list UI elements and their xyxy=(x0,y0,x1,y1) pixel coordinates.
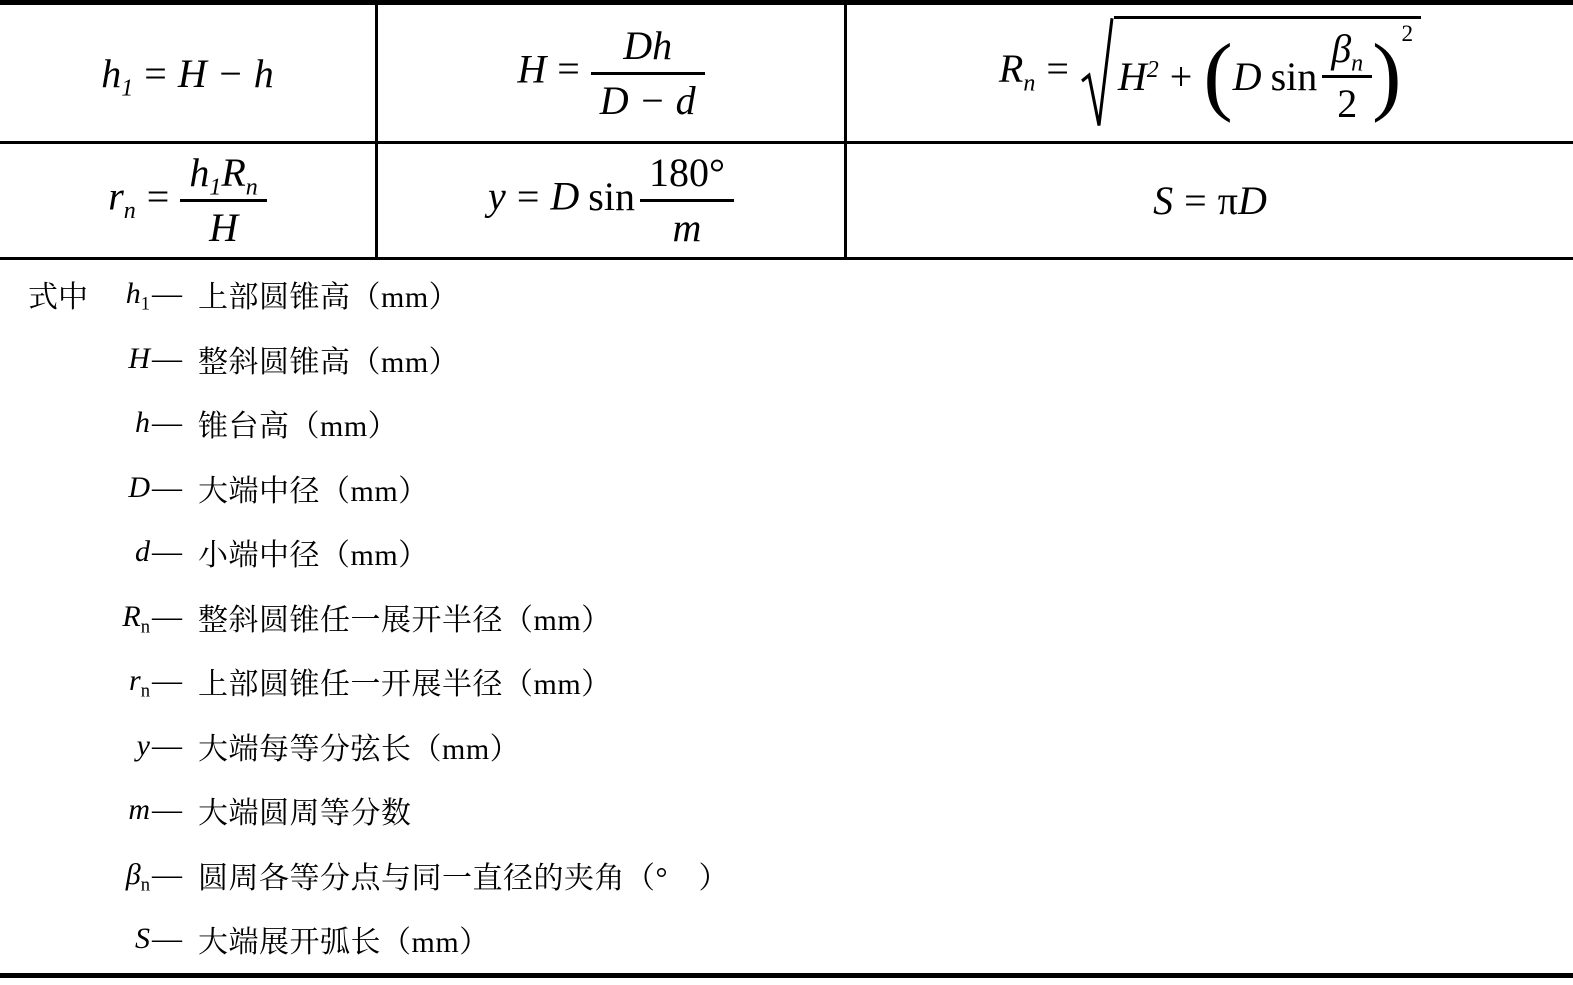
exponent-2: 2 xyxy=(1146,56,1159,83)
symbol: d xyxy=(135,535,150,569)
definition-row-y xyxy=(0,714,1573,779)
intro-label: 式中 xyxy=(28,281,88,315)
symbol: H xyxy=(128,341,150,375)
definition-row-h1 xyxy=(0,262,1573,327)
definition-row-H xyxy=(0,327,1573,392)
dash: — xyxy=(152,922,182,956)
sin-function: sin xyxy=(588,173,635,219)
definition-row-Rn xyxy=(0,585,1573,650)
var-R: R xyxy=(998,46,1024,92)
fraction-numerator: $\beta_n$ xyxy=(1331,26,1364,77)
fraction-numerator: Dh xyxy=(623,22,673,68)
subscript-n: n xyxy=(1351,50,1364,77)
var-D: D xyxy=(550,173,580,219)
symbol: $\beta_n$ xyxy=(125,857,150,896)
var-r: r xyxy=(108,173,124,219)
formula-S xyxy=(1153,177,1267,224)
symbol: y xyxy=(136,728,150,762)
symbol: $h_1$ xyxy=(125,277,150,315)
radicand xyxy=(1114,16,1421,130)
fraction-beta-over-2 xyxy=(1322,27,1372,126)
table-row-2 xyxy=(0,141,1573,257)
definition-text: 大端展开弧长（mm） xyxy=(198,926,490,960)
term-H-squared: $H^2$ + xyxy=(1117,54,1193,99)
dash: — xyxy=(152,535,182,569)
definition-text: 整斜圆锥任一展开半径（mm） xyxy=(198,603,612,637)
fraction-h1Rn-over-H xyxy=(180,151,266,250)
var-D: D xyxy=(1237,178,1267,223)
definition-text: 上部圆锥任一开展半径（mm） xyxy=(198,668,612,702)
symbol: $R_n$ xyxy=(122,599,150,638)
definition-text: 小端中径（mm） xyxy=(198,539,429,573)
dash: — xyxy=(152,277,182,311)
table-row-1 xyxy=(0,5,1573,141)
fraction-180-over-m xyxy=(640,151,734,250)
symbol: h xyxy=(135,406,150,440)
equals-sign: = xyxy=(557,46,580,92)
fraction-denominator: H xyxy=(180,199,266,250)
fraction-Dh-over-D-minus-d xyxy=(591,24,705,123)
definition-text: 整斜圆锥高（mm） xyxy=(198,345,460,379)
formula-Rn xyxy=(999,16,1421,130)
definition-row-rn xyxy=(0,649,1573,714)
formula-H xyxy=(517,24,704,123)
var-h: h xyxy=(101,50,122,96)
subscript-n: n xyxy=(245,174,258,201)
symbol: m xyxy=(128,793,150,827)
table-cell-Rn xyxy=(844,5,1573,141)
symbol: $r_n$ xyxy=(129,664,150,702)
definition-text: 大端圆周等分数 xyxy=(198,797,412,831)
outer-exponent-2: 2 xyxy=(1401,21,1414,47)
dash: — xyxy=(152,728,182,762)
fraction-numerator: 180° xyxy=(648,150,725,195)
equals-sign: = xyxy=(146,173,170,219)
fraction-denominator: D − d xyxy=(591,72,705,123)
table-cell-rn xyxy=(0,144,375,257)
symbol: S xyxy=(135,922,150,956)
plus-sign: + xyxy=(1169,54,1193,99)
symbol: D xyxy=(128,470,150,504)
definition-text: 上部圆锥高（mm） xyxy=(198,281,460,315)
formula-table xyxy=(0,0,1573,260)
definition-text: 圆周各等分点与同一直径的夹角（° ） xyxy=(198,861,729,895)
equals-sign: = xyxy=(144,50,167,96)
definition-text: 大端中径（mm） xyxy=(198,474,429,508)
dash: — xyxy=(152,664,182,698)
fraction-denominator: m xyxy=(640,199,734,250)
pi-symbol: π xyxy=(1217,178,1238,223)
definition-row-D xyxy=(0,456,1573,521)
equals-sign: = xyxy=(1184,178,1207,223)
fraction-denominator: 2 xyxy=(1322,75,1372,126)
term-D-sin: D sin xyxy=(1232,54,1318,99)
subscript-n: n xyxy=(1023,70,1036,97)
sin-function: sin xyxy=(1270,54,1318,99)
definition-row-d xyxy=(0,520,1573,585)
definition-text: 大端每等分弦长（mm） xyxy=(198,732,521,766)
var-H: H xyxy=(517,46,547,92)
formula-rn xyxy=(108,151,267,250)
dash: — xyxy=(152,406,182,440)
bottom-rule xyxy=(0,973,1573,978)
sqrt-radical-icon xyxy=(1080,16,1114,130)
definition-row-beta-n xyxy=(0,843,1573,908)
definition-row-m xyxy=(0,778,1573,843)
subscript-1: 1 xyxy=(209,174,222,201)
formula-h1 xyxy=(101,50,274,101)
definition-row-h xyxy=(0,391,1573,456)
dash: — xyxy=(152,793,182,827)
equals-sign: = xyxy=(1046,46,1069,92)
subscript-1: 1 xyxy=(121,74,134,101)
definition-row-S xyxy=(0,907,1573,972)
close-paren: ) xyxy=(1372,27,1402,125)
dash: — xyxy=(152,341,182,375)
equals-sign: = xyxy=(516,173,540,219)
dash: — xyxy=(152,599,182,633)
fraction-numerator: $h_1R_n$ xyxy=(189,150,258,201)
dash: — xyxy=(152,470,182,504)
dash: — xyxy=(152,857,182,891)
subscript-n: n xyxy=(123,198,136,225)
open-paren: ( xyxy=(1203,27,1233,125)
table-cell-H xyxy=(375,5,844,141)
formula-y xyxy=(488,151,734,250)
definitions-list xyxy=(0,262,1573,972)
definition-text: 锥台高（mm） xyxy=(198,410,399,444)
var-S: S xyxy=(1153,178,1174,223)
table-cell-S xyxy=(844,144,1573,257)
var-y: y xyxy=(488,173,506,219)
sqrt-expression xyxy=(1080,16,1421,130)
table-cell-y xyxy=(375,144,844,257)
table-cell-h1 xyxy=(0,5,375,141)
expression-H-minus-h: H − h xyxy=(177,50,274,96)
